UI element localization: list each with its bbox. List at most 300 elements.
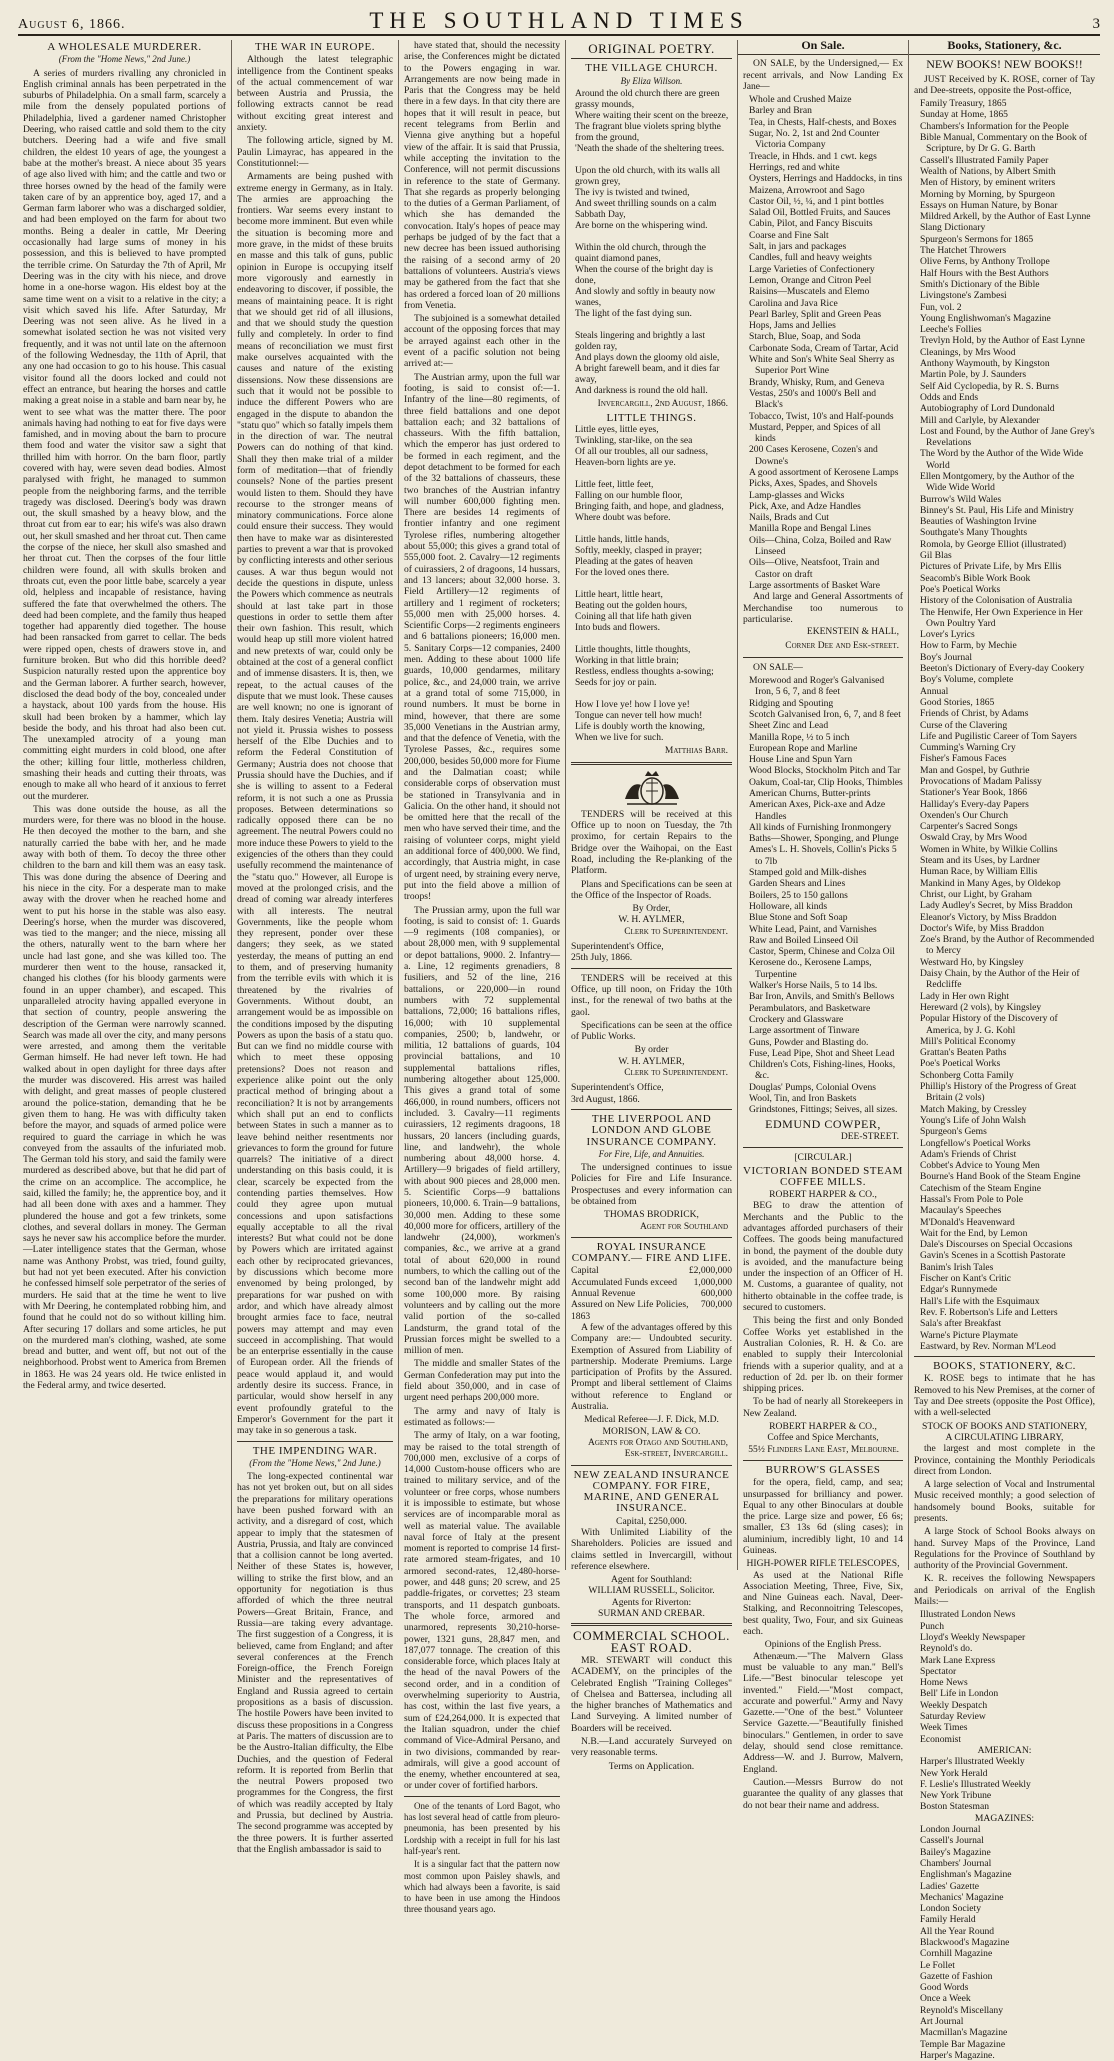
american-paper-item: F. Leslie's Illustrated Weekly: [920, 1778, 1031, 1790]
sale-item: All kinds of Furnishing Ironmongery: [749, 821, 892, 833]
sale-item: Morewood and Roger's Galvanised Iron, 5 6, 7, and 8 feet: [749, 675, 885, 698]
sale-item: Large assortments of Basket Ware: [749, 579, 881, 591]
magazine-item: Blackwood's Magazine: [920, 1936, 1010, 1948]
row-value: £2,000,000: [688, 1265, 732, 1277]
sale-item: American Churns, Butter-prints: [749, 788, 871, 799]
sale-item: Oils—Olive, Neatsfoot, Train and Castor on draft: [749, 557, 880, 580]
book-item: Boy's Volume, complete: [920, 674, 1014, 686]
book-item: The Word by the Author of the Wide Wide World: [920, 448, 1084, 471]
book-item: Burrow's Wild Wales: [920, 493, 1002, 505]
book-item: Wait for the End, by Lemon: [920, 1227, 1028, 1239]
sale-item: Coarse and Fine Salt: [749, 229, 829, 241]
book-item: Rev. F. Robertson's Life and Letters: [920, 1306, 1058, 1318]
book-item: Half Hours with the Best Authors: [920, 267, 1049, 279]
commercial-school-nb: N.B.—Land accurately Surveyed on very reasonable terms.: [571, 1736, 732, 1759]
tender-notice: TENDERS will be received at this Office up to noon on Tuesday, the 7th proximo, for certain Repairs to the Bridge over the Waihopai, on the East Road, including the Re-planking of the Platform.: [571, 808, 732, 877]
issue-date: August 6, 1866.: [18, 17, 126, 32]
book-item: Cumming's Warning Cry: [920, 742, 1016, 754]
book-item: Leeche's Follies: [920, 324, 982, 336]
divider: [571, 1623, 732, 1626]
sale-item: Fuse, Lead Pipe, Shot and Sheet Lead: [749, 1047, 895, 1059]
firm-name: EDMUND COWPER,: [765, 1116, 881, 1131]
book-item: Lady in Her own Right: [920, 990, 1009, 1002]
sale-item: Salt, in jars and packages: [749, 241, 847, 253]
magazine-list: [914, 1824, 1095, 2061]
newspaper-item: Week Times: [920, 1722, 968, 1734]
sale-item: Large Varieties of Confectionery: [749, 263, 875, 275]
tender-plans: Plans and Specifications can be seen at the Office of the Inspector of Roads.: [571, 878, 732, 901]
newspaper-item: Economist: [920, 1733, 962, 1745]
article-source: (From the "Home News," 2nd June.): [249, 1457, 381, 1468]
book-item: Gavin's Scenes in a Scottish Pastorate: [920, 1250, 1066, 1262]
signatory-name: W. H. AYLMER,: [618, 1055, 685, 1067]
book-item: Beeton's Dictionary of Every-day Cookery: [920, 663, 1085, 675]
magazine-item: Art Journal: [920, 2016, 964, 2028]
sale-item: Oakum, Coal-tar, Clip Hooks, Thimbles: [749, 776, 903, 788]
commercial-school-heading: COMMERCIAL SCHOOL. EAST ROAD.: [573, 1628, 730, 1655]
book-item: Men of History, by eminent writers: [920, 177, 1056, 189]
column-3: [399, 40, 566, 1915]
sale-item: Cabin, Pilot, and Fancy Biscuits: [749, 218, 873, 230]
books-text: A large selection of Vocal and Instrumental Music received monthly; a good selection of handsomely bound Books, suitable for presents.: [914, 1479, 1095, 1524]
book-item: Slang Dictionary: [920, 222, 986, 234]
sale-item: Large assortment of Tinware: [749, 1025, 860, 1037]
sale-item: American Axes, Pick-axe and Adze Handles: [749, 799, 886, 822]
sale-item: Ridging and Spouting: [749, 697, 834, 709]
magazines-heading: MAGAZINES:: [974, 1812, 1035, 1824]
book-item: Southgate's Many Thoughts: [920, 527, 1028, 539]
magazine-item: Englishman's Magazine: [920, 1869, 1012, 1881]
book-item: Young Englishwoman's Magazine: [920, 312, 1051, 324]
article-paragraph: The middle and smaller States of the German Confederation may put into the field about 350,000, and in case of urgent need perhaps 200,000 more.: [404, 1358, 560, 1404]
divider: [237, 1441, 393, 1442]
article-heading-war-in-europe: THE WAR IN EUROPE.: [254, 41, 375, 53]
book-item: Odds and Ends: [920, 391, 979, 403]
magazine-item: All the Year Round: [920, 1925, 995, 1937]
sale-item: Blue Stone and Soft Soap: [749, 912, 848, 924]
divider: [571, 1465, 732, 1466]
book-item: Fischer on Kant's Critic: [920, 1273, 1011, 1285]
sale-item: Crockery and Glassware: [749, 1013, 844, 1025]
books-section-heading: Books, Stationery, &c.: [909, 40, 1100, 55]
sale-item: Carbonate Soda, Cream of Tartar, Acid: [749, 342, 899, 354]
agent-name: SURMAN AND CREBAR.: [598, 1608, 705, 1620]
newspaper-item: Home News: [920, 1677, 968, 1689]
book-item: Sunday at Home, 1865: [920, 109, 1008, 121]
column-5: [738, 38, 909, 1811]
book-item: How to Farm, by Mechie: [920, 640, 1017, 652]
newspaper-item: Spectator: [920, 1665, 957, 1677]
agent-line: Agent for Southland:: [610, 1574, 692, 1586]
divider: [571, 762, 732, 765]
agent-title: Agents for Otago and Southland, Esk-street, Invercargill.: [588, 1437, 728, 1460]
book-item: Hall's Life with the Esquimaux: [920, 1295, 1040, 1307]
american-paper-item: New York Tribune: [920, 1790, 992, 1802]
tender-notice: TENDERS will be received at this Office, up till noon, on Friday the 10th inst., for the renewal of two baths at the gaol.: [571, 972, 732, 1018]
books-text: the largest and most complete in the Province, containing the Monthly Periodicals direct from London.: [914, 1443, 1095, 1477]
firm-name: EKENSTEIN & HALL,: [806, 627, 899, 638]
newspaper-item: Weekly Despatch: [920, 1699, 988, 1711]
circular-label: [CIRCULAR.]: [794, 1152, 852, 1164]
book-item: Mankind in Many Ages, by Oldekop: [920, 877, 1061, 889]
book-item: Oswald Cray, by Mrs Wood: [920, 832, 1027, 844]
newspaper-title: THE SOUTHLAND TIMES: [369, 8, 749, 33]
agent-name: WILLIAM RUSSELL, Solicitor.: [588, 1585, 715, 1597]
office-line: Superintendent's Office,: [571, 941, 664, 953]
book-item: Spurgeon's Sermons for 1865: [920, 233, 1034, 245]
royal-crest-icon: [617, 769, 687, 807]
sale-item: Maizena, Arrowroot and Sago: [749, 184, 865, 196]
sale-item: White and Son's White Seal Sherry as Superior Port Wine: [749, 354, 895, 377]
book-item: Autobiography of Lord Dundonald: [920, 403, 1055, 415]
firm-address: DEE-STREET.: [840, 1131, 899, 1142]
book-item: Christ, our Light, by Graham: [920, 888, 1032, 900]
press-opinions-heading: Opinions of the English Press.: [764, 1639, 882, 1651]
book-item: Trevlyn Hold, by the Author of East Lynne: [920, 335, 1085, 347]
book-item: Edgar's Runnymede: [920, 1284, 998, 1296]
burrow-glasses-text: As used at the National Rifle Association Meeting, Three, Five, Six, and Nine Guineas each. Naval, Deer-Stalking, and Reconnoitring Telescopes, best quality, Two, Four, and six Guineas each.: [743, 1569, 903, 1638]
sale-item: Walker's Horse Nails, 5 to 14 lbs.: [749, 980, 878, 992]
magazine-item: Family Herald: [920, 1914, 976, 1926]
sale-item: Kerosene do., Kerosene Lamps, Turpentine: [749, 957, 872, 980]
row-value: 600,000: [700, 1288, 732, 1300]
sale-item: Sugar, No. 2, 1st and 2nd Counter Victoria Company: [749, 128, 880, 151]
press-quotes: Athenæum.—"The Malvern Glass must be valuable to any man." Bell's Life.—"Best binocular telescope yet invented." Field.—"Most compact, accurate and powerful." Army and Navy Gazette.—"One of the best." Volunteer Service Gazette.—"Beautifully finished binoculars." Gentlemen, in order to save delay, should send close remittance. Address—W. and J. Burrow, Malvern, England.: [743, 1650, 903, 1775]
book-item: Oxenden's Our Church: [920, 809, 1009, 821]
book-item: Carpenter's Sacred Songs: [920, 821, 1018, 833]
article-paragraph: A series of murders rivalling any chronicled in English criminal annals has been perpetrated in the suburbs of Philadelphia. On a small farm, scarcely a mile from the densely populated portions of Philadelphia, lived a gardener named Christopher Deering, who raised cattle and sold them to the city butchers. Deering had a wife and five small children, the eldest 10 years of age, the youngest a babe at the mother's breast. A niece about 35 years of age also lived with him; and the cattle and two or three horses owned by the head of the family were taken care of by an apprentice boy, aged 17, and a German farm laborer who was a discharged soldier, and had been employed on the farm for about two months. Being a dealer in cattle, Mr Deering occasionally had large sums of money in his possession, and this is believed to have prompted the terrible crime. On Saturday the 7th of April, Mr Deering was in the city with his niece, and drove home in a one-horse wagon. His eldest boy at the same time went on a visit to a relative in the city; a visit which saved his life. After Saturday, Mr Deering was not seen alive. As he lived in a somewhat isolated section he was not visited very frequently, and it was not until late on the afternoon of the following Wednesday, the 11th of April, that any one had occasion to go to his house. This casual visitor found all the doors locked and could not effect an entrance, but hearing the horses and cattle making a great noise in a stable and barn near by, he went to see what was the matter there. The poor animals having had nothing to eat for five days were famished, and in moving about the barn to procure them food and water the visitor saw a sight that thrilled him with horror. On the barn floor, partly covered with hay, were seven dead bodies. Almost paralysed with fright, he managed to summon people from the neighboring farms, and the terrible tragedy was disclosed. Deering's body was drawn out, the skull smashed by a heavy blow, and the throat cut from ear to ear; his wife's was also drawn out, her skull smashed and her throat cut. Then came the corpse of the niece, her skull also smashed and her throat cut. Then the corpses of the four little children were found, all with skulls broken and throats cut, even the poor little babe, scarcely a year old, helpless and incapable of resistance, having suffered the fate that overwhelmed the others. The deed had been complete, and the family thus heaped together had apparently died together. The house had been ransacked from garret to cellar. The beds were ripped open, chests of drawers stove in, and furniture broken. But who did this horrible deed? Suspicion naturally rested upon the apprentice boy and the German laborer. A further search, however, disclosed the dead body of the boy, concealed under a haystack, about 100 yards from the house. His skull had been broken by a hammer, which lay beside the body, and his throat had also been cut. The unexampled atrocity of a young man committing eight murders in cold blood, one after the other; killing four little, motherless children, smashing their heads and cutting their throats, was enough to make all who heard of it anxious to ferret out the murderer.: [23, 67, 226, 802]
sale-item: Brandy, Whisky, Rum, and Geneva: [749, 376, 885, 388]
divider: [571, 968, 732, 969]
book-item: Human Race, by William Ellis: [920, 866, 1038, 878]
book-item: Eastward, by Rev. Norman M'Leod: [920, 1340, 1056, 1352]
book-item: Young's Life of John Walsh: [920, 1114, 1026, 1126]
firm-name: ROBERT HARPER & CO.,: [769, 1421, 877, 1433]
article-paragraph: The army of Italy, on a war footing, may be raised to the total strength of 700,000 men, exclusive of a corps of 14,000 Custom-house officers who are trained to military service, and of the volunteer or free corps, whose numbers it is impossible to estimate, but whose services are of incomparable moral as well as material value. The available naval force of Italy at the present moment is reported to comprise 14 first-rate armored steam-frigates, and 10 armored second-rates, 12,480-horse-power, and 448 guns; 20 screw, and 25 paddle-frigates, or corvettes; 23 steam transports, and 11 despatch gunboats. The whole force, armored and unarmored, represents 30,210-horse-power, 1321 guns, 28,847 men, and 187,077 tonnage. The creation of this considerable force, which places Italy at the head of the naval Powers of the second order, and in a condition of overwhelming superiority to Austria, has cost, within the last five years, a sum of £24,264,000. It is expected that the Italian squadron, under the chief command of Vice-Admiral Persano, and in two divisions, commanded by rear-admirals, will give a good account of the enemy, whether encountered at sea, or under cover of fortified harbors.: [404, 1430, 560, 1792]
burrow-glasses-heading: BURROW'S GLASSES: [765, 1463, 881, 1476]
sale-item: Treacle, in Hhds. and 1 cwt. kegs: [749, 150, 877, 162]
book-item: Bourne's Hand Book of the Steam Engine: [920, 1171, 1081, 1183]
row-label: Assured on New Life Policies, 1863: [571, 1299, 689, 1322]
newspaper-item: Saturday Review: [920, 1711, 986, 1723]
masthead: [18, 8, 1100, 36]
book-item: Ellen Montgomery, by the Author of the Wide Wide World: [920, 470, 1075, 494]
sale-items-list: [743, 94, 903, 591]
book-item: Doctor's Wife, by Miss Braddon: [920, 922, 1045, 934]
sale-item: A good assortment of Kerosene Lamps: [749, 466, 899, 478]
book-item: Romola, by George Elliot (illustrated): [920, 538, 1067, 550]
book-item: Mildred Arkell, by the Author of East Lynne: [920, 211, 1091, 223]
american-paper-item: New York Herald: [920, 1767, 988, 1779]
sale-item: Children's Cots, Fishing-lines, Hooks, &c.: [749, 1059, 896, 1082]
book-item: Gil Blas: [920, 550, 952, 562]
newspaper-item: Mark Lane Express: [920, 1654, 996, 1666]
book-item: Cobbet's Advice to Young Men: [920, 1160, 1040, 1172]
magazine-item: Temple Bar Magazine: [920, 2038, 1006, 2050]
coffee-mills-text: To be had of nearly all Storekeepers in New Zealand.: [743, 1396, 903, 1419]
column-2: [232, 40, 399, 1855]
divider: [743, 1147, 903, 1148]
book-item: Bible Manual, Commentary on the Book of Scripture, by Dr G. G. Barth: [920, 132, 1088, 155]
book-item: Fun, vol. 2: [920, 301, 962, 313]
sale-items-list: [743, 675, 903, 1116]
american-paper-item: Boston Statesman: [920, 1801, 990, 1813]
stock-heading: STOCK OF BOOKS AND STATIONERY,: [922, 1420, 1087, 1432]
poem-title-little-things: LITTLE THINGS.: [606, 412, 697, 425]
notice-date: 25th July, 1866.: [571, 952, 633, 964]
book-item: Halliday's Every-day Papers: [920, 798, 1029, 810]
book-item: Wealth of Nations, by Albert Smith: [920, 165, 1056, 177]
book-item: Morning by Morning, by Spurgeon: [920, 188, 1055, 200]
sale-item: Herrings, red and white: [749, 161, 840, 173]
magazine-item: London Society: [920, 1903, 982, 1915]
divider: [571, 1109, 732, 1110]
row-label: Annual Revenue: [571, 1288, 636, 1300]
magazine-item: Ladies' Gazette: [920, 1880, 979, 1892]
nz-insurance-heading: NEW ZEALAND INSURANCE COMPANY. FOR FIRE, MARINE, AND GENERAL INSURANCE.: [573, 1468, 730, 1515]
book-item: The Hatchet Throwers: [920, 245, 1007, 257]
article-paragraph: The Austrian army, upon the full war footing, is said to consist of:—1. Infantry of the line—80 regiments, of three field battalions and one depot battalion each; and 32 battalions of chasseurs. With the fifth battalion, which the emperor has just ordered to be formed in each regiment, and the depot detachment to be formed for each of the 32 battalions of chasseurs, these two branches of the Austrian infantry will number 600,000 fighting men. There are besides 14 regiments of frontier infantry and one regiment Tyrolese rifles, numbering altogether about 55,000; this gives a grand total of 555,000 foot. 2. Cavalry—12 regiments of cuirassiers, 2 of dragoons, 14 hussars, and 13 lancers; about 32,000 horse. 3. Field Artillery—12 regiments of artillery and 1 regiment of rocketers; 55,000 men with 25,000 horses. 4. Scientific Corps—2 regiments engineers and 6 battalions pioneers; 16,000 men. 5. Sanitary Corps—12 companies, 2400 men. Adding to these about 1000 life guards, 10,000 gendarmes, military police, &c., and 24,000 train, we arrive at a grand total of some 715,000, in round numbers. It must be borne in mind, however, that there are some 35,000 Venetians in the Austrian army, and that the defence of Venetia, with the Tyrolese Passes, &c., requires some 200,000, besides 50,000 more for Fiume and the Dalmatian coast; while considerable corps of observation must be stationed in Transylvania and in Galicia. On the other hand, it should not be omitted here that the recall of the men who have served their time, and the raising of volunteer corps, might yield an additional force of 400,000. We find, accordingly, that Austria might, in case of urgent need, by straining every nerve, put into the field above a million of troops!: [404, 371, 560, 903]
agent-line: Agents for Riverton:: [611, 1596, 692, 1608]
commercial-school-terms: Terms on Application.: [608, 1760, 695, 1772]
magazine-item: Mechanics' Magazine: [920, 1891, 1004, 1903]
book-item: Provocations of Madam Palissy: [920, 776, 1042, 787]
row-value: 1,000,000: [693, 1276, 732, 1288]
book-item: Fisher's Famous Faces: [920, 753, 1007, 765]
sale-item: Ames's L. H. Shovels, Collin's Picks 5 to 7lb: [749, 844, 897, 867]
sale-item: Pick, Axe, and Adze Handles: [749, 500, 861, 512]
poem-signature: Invercargill, 2nd August, 1866.: [597, 398, 728, 409]
book-item: Banim's Irish Tales: [920, 1261, 994, 1273]
nz-insurance-text: With Unlimited Liability of the Shareholders. Policies are issued and claims settled in Invercargill, without reference elsewhere.: [571, 1527, 732, 1572]
book-item: Martin Pole, by J. Saunders: [920, 369, 1027, 381]
article-paragraph: have stated that, should the necessity arise, the Conferences might be dictated to the Powers engaging in war. Arrangements are now being made in Paris that the Congress may be held there in a few days. In that city there are hopes that it will result in peace, but recent telegrams from Berlin and Vienna give anything but a hopeful view of the affair. It is said that Prussia, while accepting the invitation to the Conference, will not permit discussions in reference to the state of Germany. That she regards as properly belonging to the duties of a German Parliament, of which she has demanded the convocation. Italy's hopes of peace may perhaps be judged of by the fact that a new decree has been issued authorising the raising of a second army of 20 battalions of volunteers. Austria's views may be gathered from the fact that she has ordered a forced loan of 20 millions from Venetia.: [404, 40, 560, 311]
magazine-item: Cornhill Magazine: [920, 1948, 993, 1960]
liverpool-insurance-sub: For Fire, Life, and Annuities.: [598, 1148, 705, 1159]
book-item: Mill's Political Economy: [920, 1035, 1016, 1047]
book-item: Hassal's From Pole to Pole: [920, 1193, 1023, 1205]
american-paper-item: Harper's Illustrated Weekly: [920, 1756, 1025, 1768]
signatory-title: Clerk to Superintendent.: [624, 926, 728, 937]
article-heading-wholesale-murderer: A WHOLESALE MURDERER.: [47, 41, 202, 53]
book-item: Longfellow's Poetical Works: [920, 1137, 1031, 1149]
sale-item: Holloware, all kinds: [749, 900, 828, 912]
book-item: Beauties of Washington Irvine: [920, 516, 1037, 528]
book-item: Annual: [920, 685, 949, 697]
book-item: Essays on Human Nature, by Bonar: [920, 199, 1058, 211]
magazine-item: Cassell's Journal: [920, 1835, 984, 1847]
sale-item: Boilers, 25 to 150 gallons: [749, 889, 848, 901]
magazine-item: Bailey's Magazine: [920, 1846, 991, 1858]
commercial-school-text: MR. STEWART will conduct this ACADEMY, on the principles of the Celebrated English "Training Colleges" of Chelsea and Battersea, including all the higher branches of Mathematics and Land Surveying. A limited number of Boarders will be received.: [571, 1654, 732, 1734]
burrow-caution: Caution.—Messrs Burrow do not guarantee the quality of any glasses that do not bear their name and address.: [743, 1776, 903, 1811]
book-item: Warne's Picture Playmate: [920, 1329, 1018, 1341]
book-item: Chambers's Information for the People: [920, 120, 1069, 132]
library-heading: A CIRCULATING LIBRARY,: [945, 1431, 1064, 1443]
sale-item: 200 Cases Kerosene, Cozen's and Downe's: [749, 444, 878, 467]
sale-item: Nails, Brads and Cut: [749, 512, 829, 524]
sale-item: Sheet Zinc and Lead: [749, 720, 829, 732]
article-source: (From the "Home News," 2nd June.): [58, 54, 191, 65]
page-number: 3: [1092, 16, 1100, 32]
article-paragraph: This was done outside the house, as all the murders were, for there was no blood in the house. He then decoyed the mother to the barn, and she naturally carried the babe with her, and he made away with both of them. To decoy the three other children to the barn and kill them was an easy task. This was done during the absence of Deering and his niece in the city. For a desperate man to make away with the drover when he reached home and went to put his horse in the stable was also easy. Deering's horse, when the murder was discovered, was tied to the manger; and the niece, missing all the others, naturally went to the barn where her uncle had last gone, and she was killed too. The murderer then went to the house, ransacked it, changed his clothes (for his bloody garments were found in an upper chamber), and escaped. This unparalleled atrocity having appalled everyone in that section of country, people answering the description of the German were narrowly scanned. Search was made all over the city, and many persons were arrested, and among them the veritable German himself. He had never left town. He had walked about in open daylight for three days after the murder was discovered. His arrest was hailed with delight, and great masses of people clustered around the police-station, demanding that he be given them to hang. He was with difficulty taken before the mayor, and squads of armed police were required to guard the carriage in which he was conveyed from the assaults of the infuriated mob. The German told his story, and said the family were murdered as described above, but that he did part of the crime on an accomplice. The accomplice, he said, killed the family; he, the apprentice boy, and it had all been done with axes and a hammer. They plundered the house and got a few trinkets, some clothes, and several dollars in money. The German says he never saw his accomplice before the murder.—Later intelligence states that the German, whose name was Anthony Probst, was tried, found guilty, but had not yet been executed. After his conviction he confessed himself sole perpetrator of the series of murders. He said that at the time he went to live with Mr Deering, he contemplated robbing him, and found that he could not do so without killing him. After securing 17 dollars and some articles, he put on the murdered man's clothing, washed, ate some bread and butter, and went off, but not out of the neighborhood. Probst went to America from Bremen in 1863. He was 24 years old. He twice enlisted in the Federal army, and twice deserted.: [23, 803, 226, 1392]
book-item: Westward Ho, by Kingsley: [920, 956, 1024, 968]
column-4: [566, 40, 738, 1772]
book-item: Pictures of Private Life, by Mrs Ellis: [920, 561, 1062, 573]
sale-item: Hops, Jams and Jellies: [749, 320, 836, 332]
royal-insurance-text: A few of the advantages offered by this Company are:— Undoubted security. Exemption of Assured from Liability of partnership. Moderate Premiums. Large participation of Profits by the Assured. Prompt and liberal settlement of Claims without reference to England or Australia.: [571, 1321, 732, 1413]
newspaper-item: Lloyd's Weekly Newspaper: [920, 1631, 1026, 1643]
book-item: M'Donald's Heavenward: [920, 1216, 1015, 1228]
sale-item: Castor Oil, ½, ¼, and 1 pint bottles: [749, 195, 884, 207]
article-paragraph: Although the latest telegraphic intelligence from the Continent speaks of the actual commencement of war between Austria and Prussia, the following extracts cannot be read without exciting great interest and anxiety.: [237, 54, 393, 134]
book-item: Phillip's History of the Progress of Great Britain (2 vols): [920, 1081, 1077, 1104]
sale-item: Pearl Barley, Split and Green Peas: [749, 308, 882, 320]
newspaper-list: [914, 1609, 1095, 1745]
sale-footer: And large and General Assortments of Merchandise too numerous to particularise.: [743, 591, 903, 625]
sale-item: Lemon, Orange and Citron Peel: [749, 274, 872, 286]
sale-intro: ON SALE, by the Undersigned,— Ex recent arrivals, and Now Landing Ex Jane—: [743, 58, 903, 92]
by-order: By Order,: [632, 903, 671, 915]
book-list: [914, 98, 1095, 1352]
sale-item: Wool, Tin, and Iron Baskets: [749, 1093, 857, 1105]
article-paragraph: Armaments are being pushed with extreme energy in Germany, as in Italy. The armies are approaching the frontiers. War seems every instant to become more imminent. But even while the situation is becoming more and more grave, in the midst of these bruits en masse and this talk of guns, public opinion in Europe is occupying itself more vigorously and earnestly in endeavoring to discover, if possible, the means of maintaining peace. It is right that we should get rid of all illusions, and that we should study the question fully and completely. In order to find means of reconciliation we must first make ourselves acquainted with the causes and nature of the existing dissensions. Now these dissensions are such that it would not be possible to induce the different Powers who are engaged in the dispute to abandon the "statu quo" which so fatally impels them in the direction of war. The neutral Powers can do nothing of that kind. Shall they then make trial of a milder form of meditation—that of friendly counsels? None of the parties present would listen to them. Should they have recourse to the stronger means of minatory communications. Force alone could ensure their success. They would then have to make war as disinterested parties to prevent a war that is provoked by conflicting interests and other serious causes. A war thus begun would not decide the questions in dispute, unless the Powers which commence as neutrals should at last take part in those questions in order to settle them after their own fashion. This result, which would heap up still more violent hatred and new pretexts of war, could only be obtained at the cost of a general conflict and of immense disasters. It is, then, we repeat, to the actual causes of the dispute that we must look. These causes are well known; no one is ignorant of them. Italy desires Venetia; Austria will not yield it. Prussia wishes to possess herself of the Elbe Duchies and to reform the Federal Constitution of Germany; Austria does not choose that Prussia should have the Duchies, and if she is willing to assent to a Federal reform, it is not such a one as Prussia proposes. Between determinations so radically opposed there can be no agreement. The neutral Powers could no more induce these Powers to yield to the exigencies of the others than they could usefully recommend the maintenance of the "statu quo." However, all Europe is moved at the prolonged crisis, and the dread of coming war already interferes with all interests. The neutral Governments, like the people whom they represent, ponder over these dangers; they seek, as we stated yesterday, the means of putting an end to them, and of preserving humanity from the terrible evils with which it is threatened by the rivalries of Governments. Without doubt, an arrangement would be as impossible on the conditions imposed by the disputing Powers as upon the basis of a statu quo. But can we find no middle course with which to meet these opposing pretensions? Does not reason and experience alike point out the only practical method of bringing about a reconciliation? It is not by arrangements which shall put an end to conflicts between States in such a manner as to leave behind neither resentments nor grievances to form the ground for future quarrels? The initiative of a direct understanding on this basis could, it is clear, scarcely be expected from the contending parties themselves. How could they agree upon mutual concessions and upon satisfactions equally acceptable to all the rival interests? But what could not be done by Powers which are irritated against each other by reciprocated grievances, by discussions which become more envenomed by being prolonged, by preparations for war pushed on with ardor, and which have already almost brought armies face to face, neutral powers may attempt and may even succeed in accomplishing. That would be an enterprise essentially in the cause of European order. All the friends of peace would applaud it, and would ardently desire its success. France, in particular, would show herself in any event profoundly grateful to the Emperor's Government for the part it may take in so generous a task.: [237, 171, 393, 1437]
book-item: Anthony Waymouth, by Kingston: [920, 358, 1050, 370]
on-sale-section-heading: On Sale.: [738, 40, 908, 55]
notice-date: 3rd August, 1866.: [571, 1093, 640, 1105]
sale-item: Bar Iron, Anvils, and Smith's Bellows: [749, 991, 895, 1003]
book-item: Grattan's Beaten Paths: [920, 1047, 1007, 1059]
news-note: It is a singular fact that the pattern now most common upon Paisley shawls, and which had always been a favorite, is said to have been in use among the Hindoos three thousand years ago.: [404, 1859, 560, 1915]
book-item: Cassell's Illustrated Family Paper: [920, 154, 1049, 166]
divider: [914, 1356, 1095, 1357]
book-item: The Henwife, Her Own Experience in Her Own Poultry Yard: [920, 606, 1083, 629]
book-item: Binney's St. Paul, His Life and Ministry: [920, 504, 1074, 516]
sale-item: European Rope and Marline: [749, 742, 858, 754]
column-6: [909, 38, 1100, 2061]
book-item: Sala's after Breakfast: [920, 1318, 1002, 1330]
sale-item: Starch, Blue, Soap, and Soda: [749, 331, 861, 343]
sale-item: Scotch Galvanised Iron, 6, 7, and 8 feet: [749, 708, 901, 720]
sale-item: House Line and Spun Yarn: [749, 754, 853, 766]
sale-item: Candles, full and heavy weights: [749, 252, 872, 264]
sale-item: Lamp-glasses and Wicks: [749, 489, 845, 501]
firm-address: Corner Dee and Esk-street.: [785, 641, 899, 652]
new-books-banner: NEW BOOKS! NEW BOOKS!!: [926, 57, 1083, 72]
divider: [743, 1460, 903, 1461]
book-item: Curse of the Clavering: [920, 719, 1008, 731]
agent-title: Agent for Southland: [639, 1221, 728, 1232]
columns: [18, 38, 1100, 2061]
sale-item: Manilla Rope and Bengal Lines: [749, 523, 872, 535]
poem-title-village-church: THE VILLAGE CHURCH.: [585, 62, 718, 75]
article-paragraph: The following article, signed by M. Paulin Limayrac, has appeared in the Constitutionnel:—: [237, 135, 393, 169]
row-label: Accumulated Funds exceed: [571, 1276, 678, 1288]
sale-item: Grindstones, Fittings; Seives, all sizes.: [749, 1104, 898, 1116]
magazine-item: Gazette of Fashion: [920, 1970, 993, 1982]
book-item: Mill and Carlyle, by Alexander: [920, 414, 1040, 426]
royal-insurance-row: [571, 1265, 732, 1276]
royal-insurance-heading: ROYAL INSURANCE COMPANY.— FIRE AND LIFE.: [571, 1240, 732, 1265]
book-item: History of the Colonisation of Australia: [920, 595, 1073, 607]
book-item: Eleanor's Victory, by Miss Braddon: [920, 911, 1057, 923]
newspaper-item: Reynold's do.: [920, 1643, 973, 1655]
book-item: Dale's Discourses on Special Occasions: [920, 1239, 1073, 1251]
book-item: Poe's Poetical Works: [920, 583, 1001, 595]
book-item: Family Treasury, 1865: [920, 98, 1007, 110]
firm-name: ROBERT HARPER & CO.,: [769, 1189, 877, 1201]
sale-item: Perambulators, and Basketware: [749, 1002, 871, 1014]
books-text: K. ROSE begs to intimate that he has Removed to his New Premises, at the corner of Tay and Dee streets (opposite the Post Office), with a well-selected: [914, 1373, 1095, 1419]
magazine-item: Harper's Magazine.: [920, 2049, 995, 2061]
book-item: Life and Pugilistic Career of Tom Sayers: [920, 730, 1077, 742]
sale-item: Manilla Rope, ½ to 5 inch: [749, 731, 850, 743]
sale-item: Oysters, Herrings and Haddocks, in tins: [749, 173, 903, 185]
book-item: Zoe's Brand, by the Author of Recommended to Mercy: [920, 934, 1095, 957]
poem-signature: Matthias Barr.: [664, 746, 728, 757]
book-item: Catechism of the Steam Engine: [920, 1182, 1041, 1194]
sale-item: Garden Shears and Lines: [749, 878, 846, 890]
row-value: 700,000: [700, 1299, 732, 1311]
sale-item: Stamped gold and Milk-dishes: [749, 867, 867, 879]
book-item: Friends of Christ, by Adams: [920, 708, 1029, 720]
divider: [404, 1796, 560, 1797]
sale-item: Guns, Powder and Blasting do.: [749, 1036, 869, 1048]
sale-item: Mustard, Pepper, and Spices of all kinds: [749, 421, 881, 445]
book-item: Poe's Poetical Works: [920, 1058, 1001, 1070]
divider: [571, 58, 732, 59]
newspaper-item: Punch: [920, 1620, 944, 1632]
medical-referee: Medical Referee—J. F. Dick, M.D.: [584, 1414, 719, 1426]
sale-item: Baths—Shower, Sponging, and Plunge: [749, 833, 899, 845]
books-text: K. R. receives the following Newspapers and Periodicals on arrival of the English Mails:—: [914, 1573, 1095, 1608]
sale-item: Castor, Sperm, Chinese and Colza Oil: [749, 946, 895, 958]
sale-item: Barley and Bran: [749, 105, 812, 117]
book-item: Lover's Lyrics: [920, 629, 975, 641]
book-item: Livingstone's Zambesi: [920, 290, 1007, 302]
divider: [743, 657, 903, 658]
books-stationery-heading: BOOKS, STATIONERY, &C.: [933, 1360, 1076, 1373]
agent-name: THOMAS BRODRICK,: [604, 1209, 699, 1221]
row-label: Capital: [571, 1265, 599, 1277]
poetry-section-heading: ORIGINAL POETRY.: [588, 41, 715, 56]
sale-item: Whole and Crushed Maize: [749, 94, 852, 106]
royal-insurance-row: [571, 1299, 732, 1322]
tender-specs: Specifications can be seen at the office of Public Works.: [571, 1019, 732, 1043]
books-text: A large Stock of School Books always on hand. Survey Maps of the Province, Land Regulations for the Province of Southland by authority of the Provincial Government.: [914, 1526, 1095, 1572]
books-intro: JUST Received by K. ROSE, corner of Tay and Dee-streets, opposite the Post-office,: [914, 73, 1095, 96]
sale-intro: ON SALE—: [753, 661, 803, 673]
newspaper-item: Bell' Life in London: [920, 1688, 999, 1700]
book-item: Seacomb's Bible Work Book: [920, 572, 1031, 584]
book-item: Lost and Found, by the Author of Jane Grey's Revelations: [920, 425, 1095, 449]
book-item: Self Aid Cyclopedia, by R. S. Burns: [920, 380, 1059, 392]
sale-item: Salad Oil, Bottled Fruits, and Sauces: [749, 207, 891, 219]
coffee-mills-text: BEG to draw the attention of Merchants and the Public to the advantages afforded purchasers of their Coffees. The goods being manufactured in bond, the payment of the double duty is avoided, and the manufacture being under the inspection of an Officer of H. M. Customs, a guarantee of quality, not hitherto obtainable in the coffee trade, is secured to customers.: [743, 1200, 903, 1314]
book-item: Adam's Friends of Christ: [920, 1148, 1017, 1160]
book-item: Good Stories, 1865: [920, 696, 995, 708]
book-item: Popular History of the Discovery of America, by J. G. Kohl: [920, 1013, 1058, 1036]
magazine-item: Chambers' Journal: [920, 1857, 992, 1869]
coffee-mills-text: This being the first and only Bonded Coffee Works yet established in the Australian Colonies, R. H. & Co. are enabled to supply their Intercolonial friends with a superior quality, and at a reduction of 2d. per lb. on their former shipping prices.: [743, 1315, 903, 1395]
book-item: Lady Audley's Secret, by Miss Braddon: [920, 900, 1073, 912]
agent-name: MORISON, LAW & CO.: [602, 1425, 701, 1437]
divider: [571, 1237, 732, 1238]
american-heading: AMERICAN:: [977, 1744, 1032, 1756]
book-item: Man and Gospel, by Guthrie: [920, 764, 1030, 776]
firm-address: 55½ Flinders Lane East, Melbourne.: [748, 1444, 899, 1455]
article-heading-impending-war: THE IMPENDING WAR.: [252, 1444, 378, 1457]
